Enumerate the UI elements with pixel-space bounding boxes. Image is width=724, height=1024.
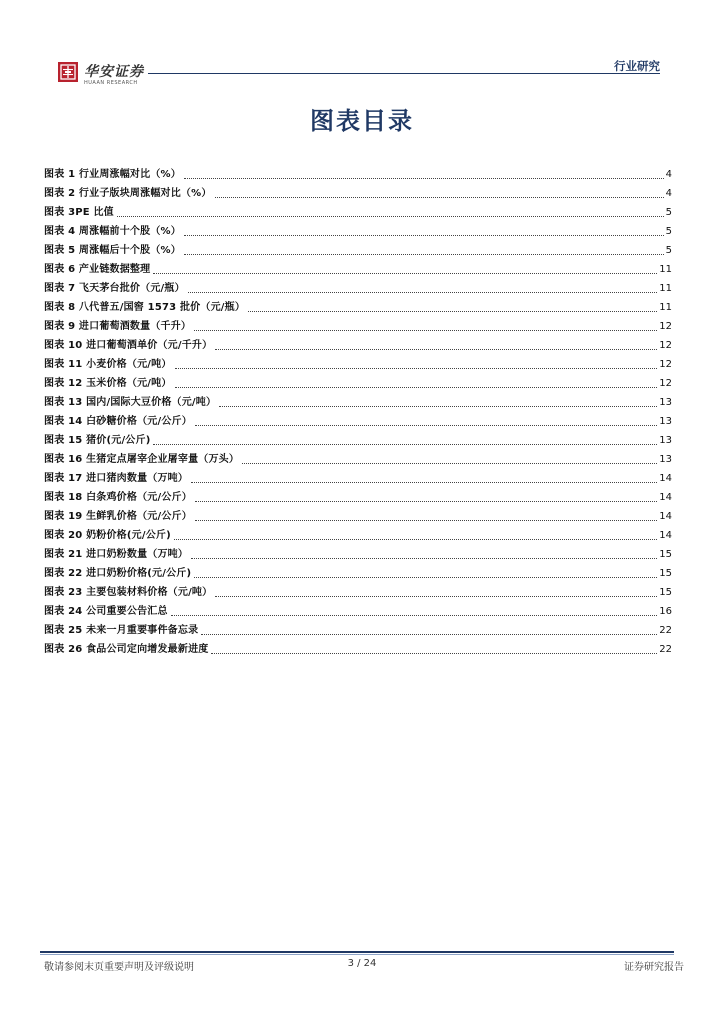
toc-entry-label[interactable]: 图表 10 进口葡萄酒单价（元/千升） — [44, 340, 213, 351]
toc-entry-label[interactable]: 图表 7 飞天茅台批价（元/瓶） — [44, 283, 185, 294]
section-label: 行业研究 — [614, 59, 660, 73]
page-number: 3 / 24 — [347, 958, 377, 969]
toc-entry-page[interactable]: 5 — [665, 207, 672, 218]
toc-entry-page[interactable]: 12 — [659, 340, 672, 351]
toc-dot-leader — [171, 615, 658, 616]
toc-entry-page[interactable]: 12 — [659, 321, 672, 332]
toc-entry-page[interactable]: 12 — [659, 378, 672, 389]
toc-entry-page[interactable]: 5 — [665, 226, 672, 237]
toc-entry-label[interactable]: 图表 12 玉米价格（元/吨） — [44, 378, 172, 389]
toc-entry-page[interactable]: 14 — [659, 530, 672, 541]
logo-chinese-text: 华安证券 — [84, 64, 144, 80]
toc-entry-label[interactable]: 图表 23 主要包装材料价格（元/吨） — [44, 587, 213, 598]
toc-entry[interactable] — [44, 544, 672, 563]
toc-dot-leader — [219, 406, 657, 407]
toc-dot-leader — [191, 558, 657, 559]
toc-entry-page[interactable]: 22 — [659, 644, 672, 655]
toc-entry-label[interactable]: 图表 24 公司重要公告汇总 — [44, 606, 168, 617]
toc-dot-leader — [191, 482, 657, 483]
toc-dot-leader — [194, 577, 657, 578]
footer-divider — [40, 951, 674, 953]
toc-entry[interactable] — [44, 373, 672, 392]
toc-dot-leader — [117, 216, 664, 217]
toc-entry-page[interactable]: 4 — [665, 188, 672, 199]
toc-entry-page[interactable]: 13 — [659, 397, 672, 408]
toc-entry[interactable] — [44, 259, 672, 278]
toc-entry-label[interactable]: 图表 16 生猪定点屠宰企业屠宰量（万头） — [44, 454, 240, 465]
toc-entry[interactable] — [44, 411, 672, 430]
footer-divider-thin — [40, 954, 674, 955]
huaan-logo-icon — [58, 62, 78, 82]
toc-entry-label[interactable]: 图表 20 奶粉价格(元/公斤) — [44, 530, 171, 541]
toc-entry[interactable] — [44, 221, 672, 240]
toc-dot-leader — [201, 634, 657, 635]
toc-dot-leader — [184, 254, 664, 255]
toc-dot-leader — [215, 349, 657, 350]
toc-entry-label[interactable]: 图表 15 猪价(元/公斤) — [44, 435, 151, 446]
toc-entry-page[interactable]: 4 — [665, 169, 672, 180]
toc-entry-label[interactable]: 图表 3PE 比值 — [44, 207, 114, 218]
toc-entry-page[interactable]: 14 — [659, 473, 672, 484]
toc-entry[interactable] — [44, 620, 672, 639]
toc-entry[interactable] — [44, 487, 672, 506]
toc-entry-page[interactable]: 15 — [659, 587, 672, 598]
toc-entry-label[interactable]: 图表 19 生鲜乳价格（元/公斤） — [44, 511, 192, 522]
toc-entry-label[interactable]: 图表 21 进口奶粉数量（万吨） — [44, 549, 189, 560]
page-header — [0, 0, 724, 90]
toc-dot-leader — [215, 596, 657, 597]
toc-entry-label[interactable]: 图表 6 产业链数据整理 — [44, 264, 151, 275]
toc-entry-label[interactable]: 图表 4 周涨幅前十个股（%） — [44, 226, 181, 237]
toc-dot-leader — [175, 368, 658, 369]
footer-disclaimer: 敬请参阅末页重要声明及评级说明 — [44, 962, 194, 973]
toc-dot-leader — [215, 197, 664, 198]
toc-entry-label[interactable]: 图表 8 八代普五/国窖 1573 批价（元/瓶） — [44, 302, 246, 313]
toc-entry-page[interactable]: 11 — [659, 264, 672, 275]
toc-dot-leader — [153, 444, 657, 445]
toc-entry-label[interactable]: 图表 5 周涨幅后十个股（%） — [44, 245, 181, 256]
toc-entry[interactable] — [44, 316, 672, 335]
toc-entry-label[interactable]: 图表 26 食品公司定向增发最新进度 — [44, 644, 209, 655]
toc-entry[interactable] — [44, 164, 672, 183]
toc-entry-page[interactable]: 15 — [659, 549, 672, 560]
toc-entry[interactable] — [44, 449, 672, 468]
toc-dot-leader — [153, 273, 657, 274]
toc-dot-leader — [195, 425, 657, 426]
toc-dot-leader — [175, 387, 658, 388]
toc-dot-leader — [248, 311, 657, 312]
toc-entry-label[interactable]: 图表 11 小麦价格（元/吨） — [44, 359, 172, 370]
toc-entry[interactable] — [44, 468, 672, 487]
toc-entry-label[interactable]: 图表 22 进口奶粉价格(元/公斤) — [44, 568, 192, 579]
toc-entry-page[interactable]: 14 — [659, 511, 672, 522]
toc-entry-page[interactable]: 13 — [659, 435, 672, 446]
toc-entry-page[interactable]: 16 — [659, 606, 672, 617]
logo-english-text: HUAAN RESEARCH — [84, 80, 138, 86]
page-title: 图表目录 — [310, 107, 414, 135]
toc-entry-label[interactable]: 图表 14 白砂糖价格（元/公斤） — [44, 416, 192, 427]
toc-entry-page[interactable]: 14 — [659, 492, 672, 503]
toc-entry[interactable] — [44, 430, 672, 449]
toc-entry-label[interactable]: 图表 2 行业子版块周涨幅对比（%） — [44, 188, 212, 199]
toc-entry-page[interactable]: 22 — [659, 625, 672, 636]
table-of-figures — [44, 164, 672, 658]
toc-dot-leader — [184, 235, 664, 236]
toc-entry-page[interactable]: 12 — [659, 359, 672, 370]
toc-entry[interactable] — [44, 335, 672, 354]
toc-dot-leader — [184, 178, 664, 179]
toc-entry-label[interactable]: 图表 13 国内/国际大豆价格（元/吨） — [44, 397, 217, 408]
toc-entry[interactable] — [44, 601, 672, 620]
toc-entry-page[interactable]: 5 — [665, 245, 672, 256]
toc-entry-page[interactable]: 15 — [659, 568, 672, 579]
toc-entry-page[interactable]: 11 — [659, 283, 672, 294]
toc-dot-leader — [195, 501, 657, 502]
toc-entry[interactable] — [44, 639, 672, 658]
toc-dot-leader — [194, 330, 657, 331]
footer-report-type: 证券研究报告 — [624, 962, 684, 973]
toc-entry[interactable] — [44, 297, 672, 316]
toc-dot-leader — [195, 520, 657, 521]
toc-entry[interactable] — [44, 202, 672, 221]
toc-entry-label[interactable]: 图表 17 进口猪肉数量（万吨） — [44, 473, 189, 484]
toc-entry[interactable] — [44, 506, 672, 525]
toc-entry[interactable] — [44, 354, 672, 373]
toc-entry-page[interactable]: 11 — [659, 302, 672, 313]
toc-entry[interactable] — [44, 563, 672, 582]
toc-dot-leader — [174, 539, 657, 540]
header-divider — [148, 73, 660, 74]
toc-dot-leader — [188, 292, 657, 293]
toc-entry[interactable] — [44, 525, 672, 544]
toc-entry-label[interactable]: 图表 18 白条鸡价格（元/公斤） — [44, 492, 192, 503]
toc-dot-leader — [242, 463, 657, 464]
toc-dot-leader — [211, 653, 657, 654]
toc-entry[interactable] — [44, 240, 672, 259]
toc-entry-label[interactable]: 图表 9 进口葡萄酒数量（千升） — [44, 321, 192, 332]
toc-entry[interactable] — [44, 278, 672, 297]
toc-entry[interactable] — [44, 582, 672, 601]
toc-entry-page[interactable]: 13 — [659, 454, 672, 465]
toc-entry-label[interactable]: 图表 25 未来一月重要事件备忘录 — [44, 625, 199, 636]
toc-entry-page[interactable]: 13 — [659, 416, 672, 427]
toc-entry-label[interactable]: 图表 1 行业周涨幅对比（%） — [44, 169, 181, 180]
toc-entry[interactable] — [44, 183, 672, 202]
toc-entry[interactable] — [44, 392, 672, 411]
